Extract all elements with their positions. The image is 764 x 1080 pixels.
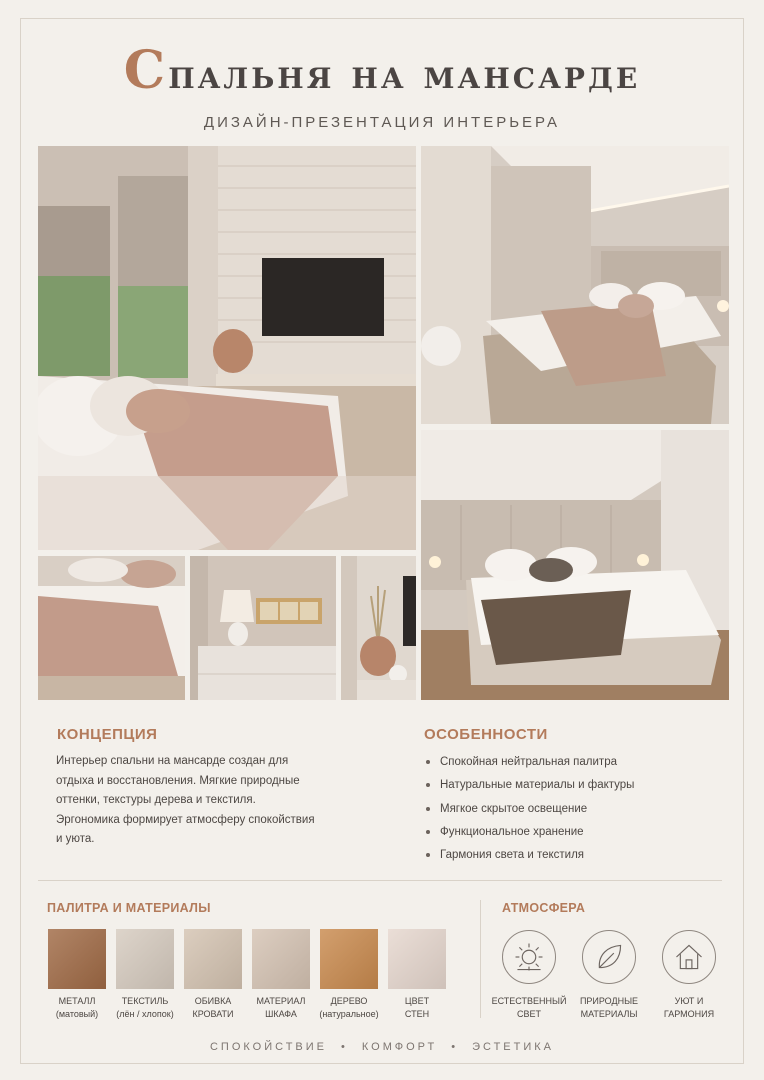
swatch-wall-color [388,929,446,989]
feature-label: Функциональное хранение [440,825,584,838]
photo-attic-bed [421,146,729,424]
photo-lamp-sockets [190,556,336,700]
concept-line: отдыха и восстановления. Мягкие природные [56,774,300,787]
footer-dot: • [451,1041,459,1053]
bullet-icon [426,830,430,834]
atmosphere-label-line2: МАТЕРИАЛЫ [580,1009,638,1019]
photo-vase [341,556,416,700]
swatch-label-line2: (матовый) [55,1009,99,1019]
bullet-icon [426,853,430,857]
page-title [0,40,764,101]
footer-tagline [0,1041,764,1053]
atmosphere-label [564,995,654,1021]
swatch-label-line1: ДЕРЕВО [330,996,368,1006]
swatch-label-line1: МАТЕРИАЛ [256,996,306,1006]
features-list [424,754,634,870]
feature-label: Гармония света и текстиля [440,849,585,862]
swatch-label-line1: ТЕКСТИЛЬ [121,996,169,1006]
house-icon [662,930,716,984]
swatch-wardrobe [252,929,310,989]
footer-word: ЭСТЕТИКА [472,1041,555,1053]
atmosphere-label [484,995,574,1021]
swatch-label [377,995,457,1021]
swatch-textile [116,929,174,989]
swatch-label-line2: СТЕН [404,1009,430,1019]
feature-item [424,777,634,800]
title-initial: С [123,40,169,101]
atmosphere-label-line2: ГАРМОНИЯ [663,1009,715,1019]
concept-line: Эргономика формирует атмосферу спокойствия [56,813,315,826]
bullet-icon [426,760,430,764]
atmosphere-label-line1: ПРИРОДНЫЕ [579,996,639,1006]
atmosphere-label-line1: УЮТ И [674,996,704,1006]
bullet-icon [426,807,430,811]
swatch-label-line1: ЦВЕТ [404,996,430,1006]
feature-label: Мягкое скрытое освещение [440,802,588,815]
concept-text [56,752,326,850]
section-divider [38,880,722,881]
title-rest: пальня на мансарде [168,51,641,98]
feature-label: Натуральные материалы и фактуры [440,779,635,792]
features-heading: ОСОБЕННОСТИ [424,726,548,743]
vertical-divider [480,900,481,1018]
feature-item [424,847,634,870]
palette-heading: ПАЛИТРА И МАТЕРИАЛЫ [47,901,211,915]
concept-line: и уюта. [56,833,95,845]
sun-icon [502,930,556,984]
page-subtitle: ДИЗАЙН-ПРЕЗЕНТАЦИЯ ИНТЕРЬЕРА [203,114,561,131]
atmosphere-heading: АТМОСФЕРА [502,901,586,915]
swatch-label-line1: МЕТАЛЛ [58,996,96,1006]
footer-word: КОМФОРТ [361,1041,438,1053]
feature-item [424,754,634,777]
swatch-label-line2: (натуральное) [319,1009,379,1019]
atmosphere-label-line2: СВЕТ [516,1009,541,1019]
atmosphere-label [644,995,734,1021]
concept-heading: КОНЦЕПЦИЯ [57,726,158,743]
footer-word: СПОКОЙСТВИЕ [209,1041,327,1053]
photo-bedroom-tv [38,146,416,550]
swatch-label-line2: ШКАФА [265,1009,297,1019]
bullet-icon [426,783,430,787]
feature-label: Спокойная нейтральная палитра [440,756,617,768]
swatch-label-line2: КРОВАТИ [192,1009,234,1019]
concept-line: Интерьер спальни на мансарде создан для [56,755,289,767]
swatch-wood [320,929,378,989]
swatch-label-line2: (лён / хлопок) [116,1009,174,1019]
leaf-icon [582,930,636,984]
feature-item [424,801,634,824]
swatch-label-line1: ОБИВКА [194,996,232,1006]
swatch-upholstery [184,929,242,989]
footer-dot: • [341,1041,348,1053]
concept-line: оттенки, текстуры дерева и текстиля. [56,794,256,806]
atmosphere-label-line1: ЕСТЕСТВЕННЫЙ [491,996,567,1006]
photo-bed-brown-throw [421,430,729,700]
swatch-metal [48,929,106,989]
feature-item [424,824,634,847]
photo-bed-detail [38,556,185,700]
